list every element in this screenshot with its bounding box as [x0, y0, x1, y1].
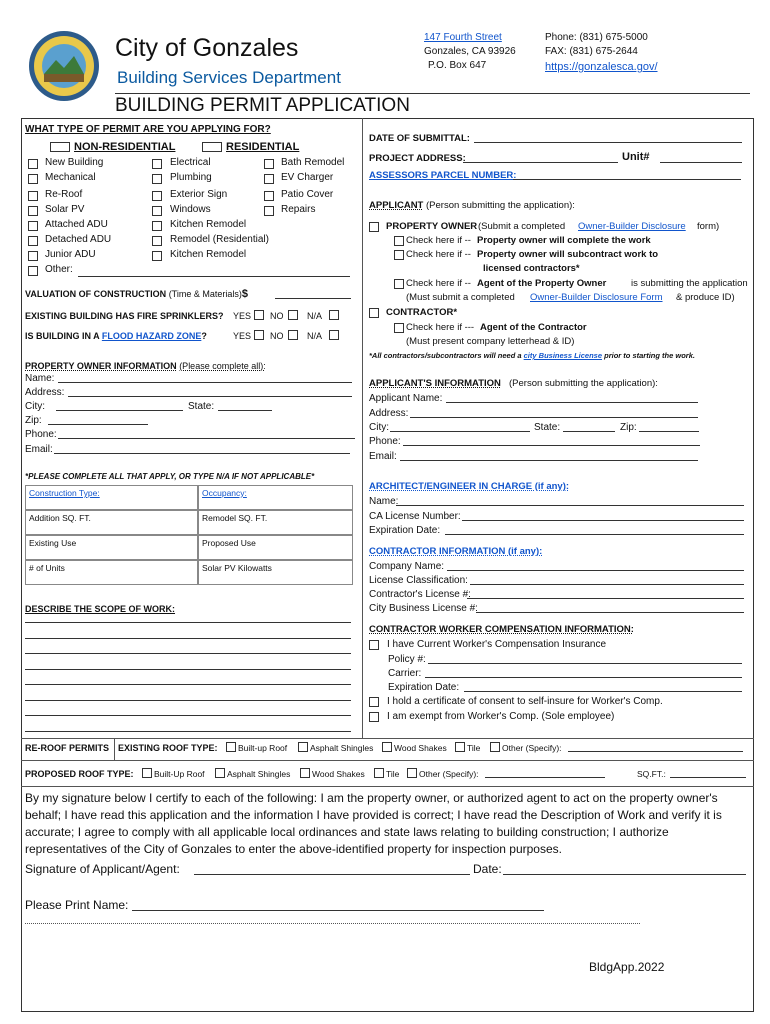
right-owner-t2: form) — [697, 221, 720, 232]
contractor-field-input[interactable] — [396, 497, 744, 506]
valuation-input[interactable] — [275, 290, 351, 299]
business-license-link[interactable]: city Business License — [523, 351, 603, 360]
phone: Phone: (831) 675-5000 — [545, 32, 648, 43]
contractor-field-input[interactable] — [467, 590, 744, 599]
sprinkler-no-checkbox[interactable] — [288, 310, 298, 320]
permit-c1-label: Other: — [45, 264, 73, 275]
contractor-field-input[interactable] — [462, 512, 744, 521]
contractor-field-input[interactable] — [470, 576, 744, 585]
sprinkler-na-checkbox[interactable] — [329, 310, 339, 320]
right-project-label: PROJECT ADDRESS: — [369, 153, 466, 164]
ai-field-input[interactable] — [446, 394, 698, 403]
permit-c2-checkbox[interactable] — [152, 174, 162, 184]
permit-c2-checkbox[interactable] — [152, 206, 162, 216]
header-rule — [115, 93, 750, 94]
contractor-field-input[interactable] — [476, 604, 744, 613]
signature-label: Signature of Applicant/Agent: — [25, 862, 180, 876]
proposed-label: PROPOSED ROOF TYPE: — [25, 769, 134, 779]
applicant-checkbox[interactable] — [369, 308, 379, 318]
existing-roof-label: Built-up Roof — [238, 743, 288, 753]
right-ck3-n2: & produce ID) — [676, 292, 735, 303]
nonres-checkbox[interactable] — [50, 142, 70, 152]
permit-c3-checkbox[interactable] — [264, 206, 274, 216]
scope-heading: DESCRIBE THE SCOPE OF WORK: — [25, 604, 176, 614]
note-post: prior to starting the work. — [604, 351, 695, 360]
permit-c1-label: Detached ADU — [45, 234, 112, 245]
owner-field-input[interactable] — [48, 416, 148, 425]
res-checkbox[interactable] — [202, 142, 222, 152]
owner-field-label: Zip: — [25, 415, 42, 426]
right-ai-heading: APPLICANT'S INFORMATION — [369, 378, 501, 389]
address-street[interactable]: 147 Fourth Street — [424, 32, 502, 43]
grid-cell[interactable] — [198, 510, 353, 535]
valuation-row — [25, 288, 248, 300]
contractor-field-label: City Business License #: — [369, 603, 478, 614]
permit-c3-label: Repairs — [281, 204, 316, 215]
wc-field-input[interactable] — [425, 669, 742, 678]
wc-field-label: Carrier: — [388, 668, 422, 679]
business-license-note — [369, 351, 695, 360]
permit-c1-checkbox[interactable] — [28, 159, 38, 169]
owner-field-label: City: — [25, 401, 45, 412]
owner-paren: (Please complete all): — [179, 361, 266, 371]
scope-line[interactable] — [25, 614, 351, 623]
flood-pre: IS BUILDING IN A — [25, 331, 100, 341]
wc2-checkbox[interactable] — [369, 697, 379, 707]
proposed-roof-label: Built-Up Roof — [154, 769, 205, 779]
grid-cell-label: Addition SQ. FT. — [29, 513, 91, 523]
res-label: RESIDENTIAL — [226, 141, 300, 153]
right-apn-label[interactable]: ASSESSORS PARCEL NUMBER: — [369, 170, 517, 181]
owner-field-label: Email: — [25, 444, 53, 455]
ai-field-label: Applicant Name: — [369, 393, 443, 404]
permit-c1-checkbox[interactable] — [28, 251, 38, 261]
existing-roof-label: Asphalt Shingles — [310, 743, 374, 753]
ai-field-label: City: — [369, 422, 389, 433]
permit-c2-label: Remodel (Residential) — [170, 234, 269, 245]
valuation-dollar: $ — [241, 288, 248, 300]
column-divider — [362, 118, 363, 738]
grid-cell-label: Solar PV Kilowatts — [202, 563, 272, 573]
permit-c1-label: Junior ADU — [45, 249, 96, 260]
right-ck4-pre: Check here if --- — [406, 322, 475, 333]
right-unit-label: Unit# — [622, 151, 650, 163]
city-name: City of Gonzales — [115, 34, 299, 62]
right-owner-t1: (Submit a completed — [478, 221, 566, 232]
owner-state-label: State: — [188, 401, 215, 412]
permit-c2-checkbox[interactable] — [152, 251, 162, 261]
sqft-label: SQ.FT.: — [637, 769, 666, 779]
contractor-field-label: CA License Number: — [369, 511, 461, 522]
sprinkler-na-label: N/A — [307, 311, 323, 321]
existing-roof-label: Wood Shakes — [394, 743, 447, 753]
applicant-checkbox[interactable] — [394, 323, 404, 333]
right-owner-bold: PROPERTY OWNER — [386, 221, 478, 232]
permit-c1-label: Solar PV — [45, 204, 85, 215]
flood-na-checkbox[interactable] — [329, 330, 339, 340]
grid-cell[interactable] — [198, 560, 353, 585]
permit-c1-checkbox[interactable] — [28, 174, 38, 184]
department-name: Building Services Department — [117, 68, 341, 87]
ai-field-input[interactable] — [400, 452, 698, 461]
ai-field-label: Phone: — [369, 436, 401, 447]
sprinkler-yes-checkbox[interactable] — [254, 310, 264, 320]
permit-c3-label: Patio Cover — [281, 189, 334, 200]
owner-field-label: Phone: — [25, 429, 57, 440]
permit-c1-label: Attached ADU — [45, 219, 108, 230]
owner-field-input[interactable] — [54, 445, 350, 454]
contractor-field-input[interactable] — [447, 562, 744, 571]
permit-c3-checkbox[interactable] — [264, 174, 274, 184]
fax: FAX: (831) 675-2644 — [545, 46, 638, 57]
proposed-other-input[interactable] — [485, 769, 605, 778]
page-title: BUILDING PERMIT APPLICATION — [115, 95, 410, 116]
project-input[interactable] — [463, 154, 618, 163]
ai-zip-input[interactable] — [639, 423, 699, 432]
reroof-label: RE-ROOF PERMITS — [25, 743, 110, 753]
apn-input[interactable] — [513, 171, 741, 180]
grid-cell-label: Existing Use — [29, 538, 77, 548]
flood-yes-checkbox[interactable] — [254, 330, 264, 340]
existing-roof-checkbox[interactable] — [455, 742, 465, 752]
wc-field-input[interactable] — [428, 655, 742, 664]
reroof-divider — [114, 738, 115, 760]
wc1-label: I have Current Worker's Compensation Insurance — [387, 639, 607, 650]
grid-cell-label: Remodel SQ. FT. — [202, 513, 268, 523]
grid-cell[interactable] — [25, 485, 198, 510]
right-contractor-bold: CONTRACTOR* — [386, 307, 458, 318]
roof-divider-mid — [21, 760, 754, 761]
address-pobox: P.O. Box 647 — [428, 60, 487, 71]
existing-roof-checkbox[interactable] — [226, 742, 236, 752]
other-line[interactable] — [78, 268, 350, 277]
right-ck3-pre: Check here if -- — [406, 278, 471, 289]
sprinkler-no-label: NO — [270, 311, 284, 321]
right-ck2-pre: Check here if -- — [406, 249, 471, 260]
permit-c2-checkbox[interactable] — [152, 236, 162, 246]
roof-divider-top — [21, 738, 754, 739]
permit-c2-label: Exterior Sign — [170, 189, 228, 200]
proposed-roof-checkbox[interactable] — [407, 768, 417, 778]
existing-other-input[interactable] — [568, 743, 743, 752]
city-seal — [28, 30, 100, 102]
permit-c1-checkbox[interactable] — [28, 221, 38, 231]
applicant-checkbox[interactable] — [369, 222, 379, 232]
ai-state-input[interactable] — [563, 423, 615, 432]
permit-c2-label: Plumbing — [170, 172, 212, 183]
right-ck4-note: (Must present company letterhead & ID) — [406, 336, 575, 347]
date-input[interactable] — [474, 134, 742, 143]
owner-state-input[interactable] — [218, 402, 272, 411]
owner-field-label: Address: — [25, 387, 65, 398]
wc2-label: I hold a certificate of consent to self-insure for Worker's Comp. — [387, 696, 663, 707]
owner-field-input[interactable] — [58, 430, 355, 439]
permit-c2-checkbox[interactable] — [152, 191, 162, 201]
grid-cell-label: Occupancy: — [202, 488, 247, 498]
right-arch-heading[interactable]: ARCHITECT/ENGINEER IN CHARGE (if any): — [369, 481, 570, 492]
right-ck3-link[interactable]: Owner-Builder Disclosure Form — [530, 292, 663, 303]
owner-field-input[interactable] — [68, 388, 352, 397]
flood-q: ? — [201, 331, 207, 341]
roof-divider-bot — [21, 786, 754, 787]
right-applicant-heading: APPLICANT — [369, 200, 424, 211]
form-id: BldgApp.2022 — [589, 960, 665, 974]
print-name-label: Please Print Name: — [25, 898, 129, 912]
website-link[interactable]: https://gonzalesca.gov/ — [545, 61, 658, 73]
ai-field-input[interactable] — [410, 409, 698, 418]
permit-c3-label: Bath Remodel — [281, 157, 345, 168]
permit-c2-label: Windows — [170, 204, 211, 215]
flood-yes-label: YES — [233, 331, 252, 341]
contractor-field-label: Company Name: — [369, 561, 445, 572]
permit-c2-checkbox[interactable] — [152, 221, 162, 231]
contractor-field-label: Name: — [369, 496, 399, 507]
right-ck2-cont: licensed contractors* — [483, 263, 580, 274]
sqft-input[interactable] — [670, 769, 746, 778]
proposed-roof-label: Wood Shakes — [312, 769, 365, 779]
certification-text: By my signature below I certify to each of the following: I am the property owner, or authorized agent to act on the property owner's behalf; I have read this application and the information I have provided is correct; I have read the Description of Work and verify it is accurate; I agree to comply with all applicable local ordinances and state laws relating to building construction; I authorize representatives of the City of Gonzales to enter the above-identified property for inspection purposes. — [25, 791, 722, 856]
grid-cell[interactable] — [25, 535, 198, 560]
existing-roof-checkbox[interactable] — [298, 742, 308, 752]
applicant-checkbox[interactable] — [394, 236, 404, 246]
wc-field-input[interactable] — [464, 683, 742, 692]
sig-date-label: Date: — [473, 862, 502, 876]
ai-field-label: Email: — [369, 451, 397, 462]
scope-line[interactable] — [25, 692, 351, 701]
ai-field-label: Address: — [369, 408, 409, 419]
nonres-label: NON-RESIDENTIAL — [74, 141, 176, 153]
unit-input[interactable] — [660, 154, 742, 163]
dotted-rule — [25, 923, 640, 924]
scope-line[interactable] — [25, 707, 351, 716]
flood-no-label: NO — [270, 331, 284, 341]
permit-c2-label: Electrical — [170, 157, 211, 168]
flood-na-label: N/A — [307, 331, 323, 341]
existing-roof-label: Other (Specify): — [502, 743, 562, 753]
existing-roof-checkbox[interactable] — [490, 742, 500, 752]
grid-cell[interactable] — [25, 510, 198, 535]
contractor-field-input[interactable] — [445, 526, 744, 535]
proposed-roof-label: Asphalt Shingles — [227, 769, 291, 779]
ai-state-label: State: — [534, 422, 561, 433]
sprinklers-label: EXISTING BUILDING HAS FIRE SPRINKLERS? — [25, 311, 224, 321]
contractor-field-label: Expiration Date: — [369, 525, 441, 536]
wc3-label: I am exempt from Worker's Comp. (Sole employee) — [387, 711, 615, 722]
existing-roof-label: Tile — [467, 743, 481, 753]
right-ai-paren: (Person submitting the application): — [509, 378, 658, 389]
right-wc-heading: CONTRACTOR WORKER COMPENSATION INFORMATION: — [369, 624, 634, 635]
permit-c1-checkbox[interactable] — [28, 206, 38, 216]
right-date-label: DATE OF SUBMITTAL: — [369, 133, 470, 144]
valuation-label: VALUATION OF CONSTRUCTION — [25, 289, 167, 299]
right-ci-heading[interactable]: CONTRACTOR INFORMATION (if any): — [369, 546, 543, 557]
grid-cell-label: Construction Type: — [29, 488, 100, 498]
right-ck3-t: is submitting the application — [631, 278, 748, 289]
owner-field-label: Name: — [25, 373, 55, 384]
owner-heading: PROPERTY OWNER INFORMATION — [25, 361, 177, 371]
grid-cell[interactable] — [198, 485, 353, 510]
permit-question: WHAT TYPE OF PERMIT ARE YOU APPLYING FOR? — [25, 124, 271, 135]
right-ck4-bold: Agent of the Contractor — [480, 322, 587, 333]
proposed-roof-label: Tile — [386, 769, 400, 779]
right-ck2-bold: Property owner will subcontract work to — [477, 249, 659, 260]
address-city: Gonzales, CA 93926 — [424, 46, 516, 57]
grid-cell-label: # of Units — [29, 563, 65, 573]
proposed-roof-checkbox[interactable] — [374, 768, 384, 778]
proposed-roof-checkbox[interactable] — [215, 768, 225, 778]
permit-c1-label: Re-Roof — [45, 189, 83, 200]
signature-input[interactable] — [194, 863, 470, 875]
permit-c3-checkbox[interactable] — [264, 159, 274, 169]
owner-heading-row — [25, 361, 266, 371]
right-applicant-paren: (Person submitting the application): — [426, 200, 575, 211]
contractor-field-label: Contractor's License #: — [369, 589, 471, 600]
flood-row — [25, 331, 207, 341]
proposed-roof-label: Other (Specify): — [419, 769, 479, 779]
existing-label: EXISTING ROOF TYPE: — [118, 743, 218, 753]
grid-note: *PLEASE COMPLETE ALL THAT APPLY, OR TYPE N/A IF NOT APPLICABLE* — [25, 472, 315, 481]
wc-field-label: Policy #: — [388, 654, 426, 665]
right-ck1-pre: Check here if -- — [406, 235, 471, 246]
ai-field-input[interactable] — [390, 423, 530, 432]
permit-c2-label: Kitchen Remodel — [170, 249, 247, 260]
existing-roof-checkbox[interactable] — [382, 742, 392, 752]
note-pre: *All contractors/subcontractors will need a — [369, 351, 522, 360]
grid-cell-label: Proposed Use — [202, 538, 256, 548]
scope-line[interactable] — [25, 676, 351, 685]
wc-field-label: Expiration Date: — [388, 682, 460, 693]
wc3-checkbox[interactable] — [369, 712, 379, 722]
flood-no-checkbox[interactable] — [288, 330, 298, 340]
contractor-field-label: License Classification: — [369, 575, 468, 586]
right-ck3-n1: (Must submit a completed — [406, 292, 515, 303]
print-name-input[interactable] — [132, 899, 544, 911]
owner-field-input[interactable] — [58, 374, 352, 383]
permit-c3-checkbox[interactable] — [264, 191, 274, 201]
permit-c1-checkbox[interactable] — [28, 191, 38, 201]
right-ck1-bold: Property owner will complete the work — [477, 235, 651, 246]
grid-cell[interactable] — [25, 560, 198, 585]
flood-zone-link[interactable]: FLOOD HAZARD ZONE — [101, 331, 202, 341]
ai-zip-label: Zip: — [620, 422, 637, 433]
proposed-roof-checkbox[interactable] — [142, 768, 152, 778]
permit-c1-checkbox[interactable] — [28, 236, 38, 246]
scope-line[interactable] — [25, 645, 351, 654]
right-ck3-bold: Agent of the Property Owner — [477, 278, 607, 289]
proposed-roof-checkbox[interactable] — [300, 768, 310, 778]
applicant-checkbox[interactable] — [394, 250, 404, 260]
sig-date-input[interactable] — [503, 863, 746, 875]
ai-field-input[interactable] — [403, 437, 700, 446]
permit-c2-checkbox[interactable] — [152, 159, 162, 169]
permit-c2-label: Kitchen Remodel — [170, 219, 247, 230]
scope-line[interactable] — [25, 661, 351, 670]
valuation-paren: (Time & Materials) — [168, 289, 242, 299]
permit-c1-checkbox[interactable] — [28, 266, 38, 276]
applicant-checkbox[interactable] — [394, 279, 404, 289]
right-owner-link[interactable]: Owner-Builder Disclosure — [578, 221, 686, 232]
sprinkler-yes-label: YES — [233, 311, 252, 321]
grid-cell[interactable] — [198, 535, 353, 560]
scope-line[interactable] — [25, 630, 351, 639]
scope-line[interactable] — [25, 723, 351, 732]
owner-field-input[interactable] — [56, 402, 183, 411]
permit-c1-label: Mechanical — [45, 172, 96, 183]
permit-c3-label: EV Charger — [281, 172, 334, 183]
permit-c1-label: New Building — [45, 157, 104, 168]
wc1-checkbox[interactable] — [369, 640, 379, 650]
